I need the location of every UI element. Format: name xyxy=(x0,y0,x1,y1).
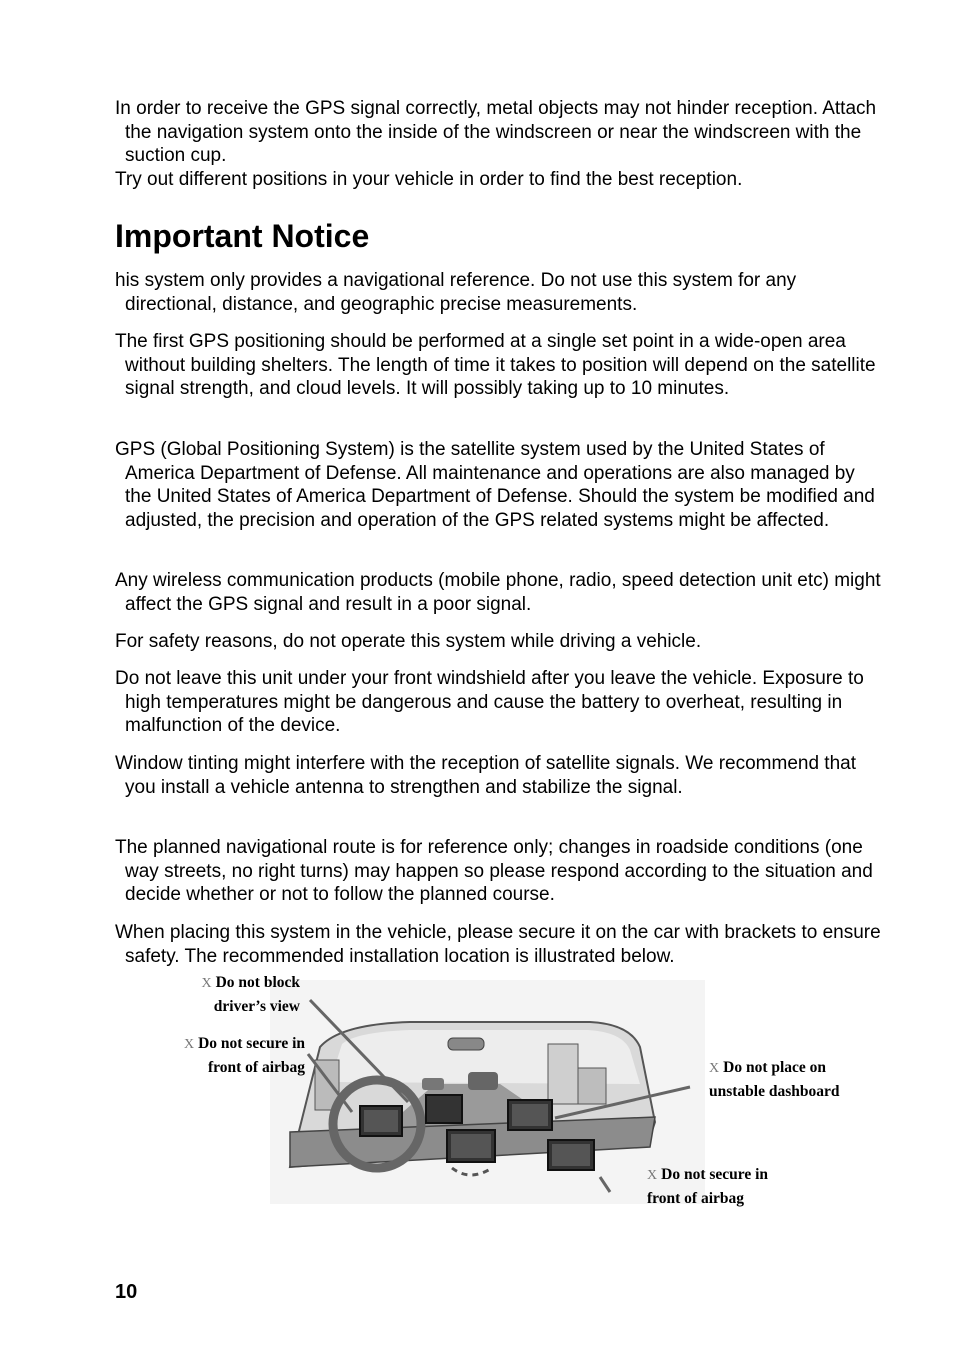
x-mark-icon: X xyxy=(183,1037,195,1052)
page-number: 10 xyxy=(115,1281,138,1303)
callout-line: driver’s view xyxy=(213,998,300,1015)
notice-paragraph: The first GPS positioning should be performed at a single set point in a wide-open area without building shelters. The length of time it takes to position will depend on the satellite signal strength, and cloud levels. It will possibly taking up to 10 minutes. xyxy=(115,331,876,400)
callout-airbag-left xyxy=(165,1032,305,1079)
callout-dashboard xyxy=(709,1056,879,1103)
callout-line: unstable dashboard xyxy=(709,1083,840,1100)
x-mark-icon: X xyxy=(709,1061,720,1076)
page-heading: Important Notice xyxy=(115,218,370,254)
notice-paragraph: Window tinting might interfere with the reception of satellite signals. We recommend that you install a vehicle antenna to strengthen and stabilize the signal. xyxy=(115,753,856,798)
x-mark-icon: X xyxy=(201,976,212,991)
notice-paragraph: When placing this system in the vehicle, please secure it on the car with brackets to ensure safety. The recommended installation location is illustrated below. xyxy=(115,922,881,967)
callout-line: X Do not block xyxy=(201,974,300,991)
callout-line: front of airbag xyxy=(207,1059,305,1076)
notice-paragraph: For safety reasons, do not operate this system while driving a vehicle. xyxy=(115,631,702,652)
callout-block-view xyxy=(188,971,300,1018)
intro-paragraph-2: Try out different positions in your vehicle in order to find the best reception. xyxy=(115,169,743,190)
callout-line: front of airbag xyxy=(647,1190,745,1207)
notice-paragraph: his system only provides a navigational reference. Do not use this system for any directional, distance, and geographic precise measurements. xyxy=(115,270,797,315)
x-mark-icon: X xyxy=(647,1168,658,1183)
notice-paragraph: Do not leave this unit under your front windshield after you leave the vehicle. Exposure to high temperatures might be dangerous and cause the battery to overheat, resulting in malfunction of the device. xyxy=(115,668,864,737)
notice-paragraph: Any wireless communication products (mobile phone, radio, speed detection unit etc) might affect the GPS signal and result in a poor signal. xyxy=(115,570,881,615)
notice-paragraph: The planned navigational route is for reference only; changes in roadside conditions (one way streets, no right turns) may happen so please respond according to the situation and decide whether or not to follow the planned course. xyxy=(115,837,873,906)
callout-airbag-right xyxy=(647,1163,807,1210)
callout-line: X Do not secure in xyxy=(647,1166,769,1183)
callout-line: X Do not secure in xyxy=(183,1035,305,1052)
intro-paragraph-1: In order to receive the GPS signal correctly, metal objects may not hinder reception. Attach the navigation system onto the inside of the windscreen or near the windscreen with the suction cup. xyxy=(115,98,877,167)
notice-paragraph: GPS (Global Positioning System) is the satellite system used by the United States of America Department of Defense. All maintenance and operations are also managed by the United States of America Department of Defense. Should the system be modified and adjusted, the precision and operation of the GPS related systems might be affected. xyxy=(115,439,875,531)
callout-line: X Do not place on xyxy=(709,1059,827,1076)
